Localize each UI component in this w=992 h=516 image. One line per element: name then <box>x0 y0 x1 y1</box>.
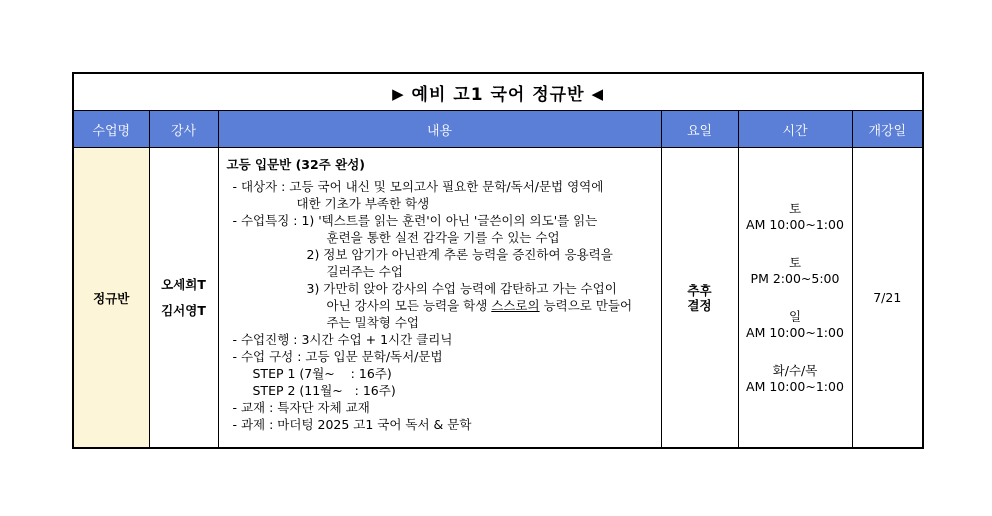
time-range-4: AM 10:00~1:00 <box>746 378 844 394</box>
feature-line-4: 길러주는 수업 <box>326 264 403 279</box>
title-text: 예비 고1 국어 정규반 <box>411 84 585 105</box>
header-start: 개강일 <box>852 111 923 148</box>
textbook-line: - 교재 : 특자단 자체 교재 <box>232 400 370 415</box>
step-2-line: STEP 2 (11월~ : 16주) <box>252 383 396 398</box>
header-time: 시간 <box>738 111 852 148</box>
schedule-table <box>72 72 924 449</box>
time-range-2: PM 2:00~5:00 <box>750 270 840 286</box>
feature-line-6c: 능력으로 만들어 <box>539 298 633 313</box>
time-block-3 <box>739 309 852 341</box>
schedule-table-wrapper <box>72 72 922 449</box>
content-cell <box>218 148 661 449</box>
day-line-1: 추후 <box>687 282 712 298</box>
triangle-right-icon: ▶ <box>392 84 405 103</box>
target-line-2: 대한 기초가 부족한 학생 <box>296 196 430 211</box>
composition-line: - 수업 구성 : 고등 입문 문학/독서/문법 <box>232 349 443 364</box>
start-date: 7/21 <box>852 148 923 449</box>
feature-line-2: 훈련을 통한 실전 감각을 기를 수 있는 수업 <box>326 230 560 245</box>
teacher-cell <box>149 148 218 449</box>
feature-line-5: 3) 가만히 앉아 강사의 수업 능력에 감탄하고 가는 수업이 <box>306 281 617 296</box>
teacher-1: 오세희T <box>161 276 206 292</box>
feature-line-6a: 아닌 강사의 모든 능력을 학생 <box>326 298 492 313</box>
day-line-2: 결정 <box>687 297 712 313</box>
header-day: 요일 <box>661 111 738 148</box>
header-course: 수업명 <box>73 111 149 148</box>
time-block-1 <box>739 201 852 233</box>
triangle-left-icon: ◀ <box>591 84 604 103</box>
time-day-2: 토 <box>788 254 802 270</box>
day-cell <box>661 148 738 449</box>
time-cell <box>738 148 852 449</box>
feature-line-7: 주는 밀착형 수업 <box>326 315 419 330</box>
progress-line: - 수업진행 : 3시간 수업 + 1시간 클리닉 <box>232 332 453 347</box>
time-block-4 <box>739 363 852 395</box>
header-teacher: 강사 <box>149 111 218 148</box>
time-day-3: 일 <box>788 308 802 324</box>
course-name: 정규반 <box>73 148 149 449</box>
time-range-1: AM 10:00~1:00 <box>746 216 844 232</box>
step-1-line: STEP 1 (7월~ : 16주) <box>252 366 392 381</box>
content-title: 고등 입문반 (32주 완성) <box>226 157 365 172</box>
target-line-1: - 대상자 : 고등 국어 내신 및 모의고사 필요한 문학/독서/문법 영역에 <box>232 179 604 194</box>
feature-line-6b: 스스로의 <box>491 298 540 313</box>
time-day-4: 화/수/목 <box>772 362 818 378</box>
time-block-2 <box>739 255 852 287</box>
feature-line-1: - 수업특징 : 1) '텍스트를 읽는 훈련'이 아닌 '글쓴이의 의도'를 읽는 <box>232 213 598 228</box>
time-range-3: AM 10:00~1:00 <box>746 324 844 340</box>
header-row <box>73 111 923 148</box>
table-title <box>73 73 923 111</box>
teacher-2: 김서영T <box>161 302 206 318</box>
table-row <box>73 148 923 449</box>
header-content: 내용 <box>218 111 661 148</box>
homework-line: - 과제 : 마더텅 2025 고1 국어 독서 & 문학 <box>232 417 472 432</box>
feature-line-6 <box>227 297 655 314</box>
feature-line-3: 2) 정보 암기가 아닌관계 추론 능력을 증진하여 응용력을 <box>306 247 613 262</box>
time-day-1: 토 <box>788 200 802 216</box>
